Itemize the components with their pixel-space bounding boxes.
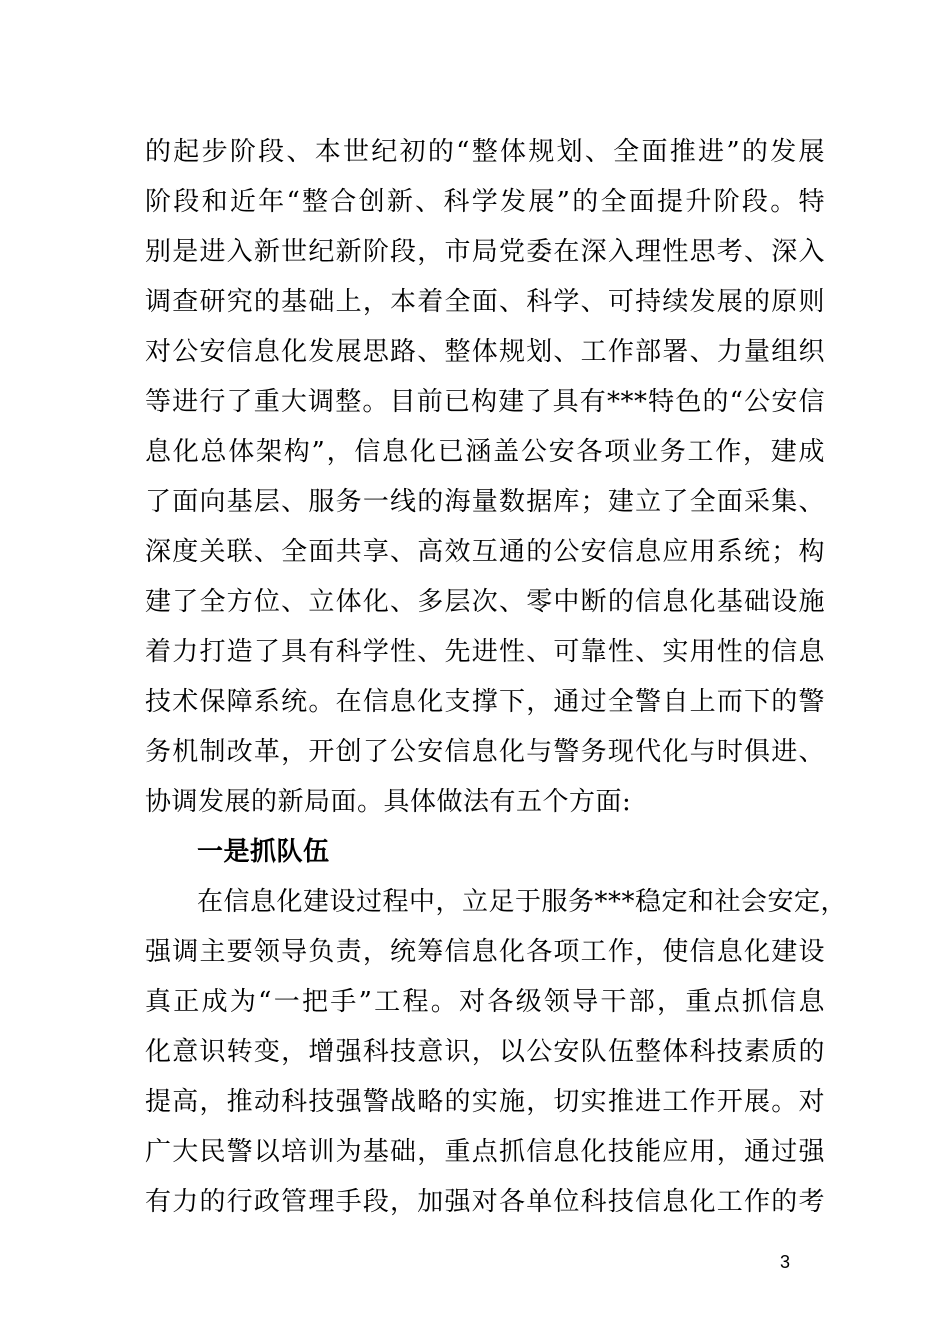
text-line: 务机制改革，开创了公安信息化与警务现代化与时俱进、 bbox=[145, 737, 825, 767]
text-line: 广大民警以培训为基础，重点抓信息化技能应用，通过强 bbox=[145, 1137, 825, 1167]
text-line: 协调发展的新局面。具体做法有五个方面: bbox=[145, 787, 632, 817]
page-number: 3 bbox=[779, 1252, 790, 1272]
text-line: 调查研究的基础上，本着全面、科学、可持续发展的原则 bbox=[145, 287, 825, 317]
text-line: 深度关联、全面共享、高效互通的公安信息应用系统；构 bbox=[145, 537, 825, 567]
text-line: 提高，推动科技强警战略的实施，切实推进工作开展。对 bbox=[145, 1087, 825, 1117]
text-line: 强调主要领导负责，统筹信息化各项工作，使信息化建设 bbox=[145, 937, 825, 967]
body-text bbox=[145, 127, 848, 1227]
section-heading: 一是抓队伍 bbox=[197, 837, 330, 867]
text-line: 有力的行政管理手段，加强对各单位科技信息化工作的考 bbox=[145, 1187, 825, 1217]
text-line: 对公安信息化发展思路、整体规划、工作部署、力量组织 bbox=[145, 337, 825, 367]
text-line: 息化总体架构”，信息化已涵盖公安各项业务工作，建成 bbox=[145, 437, 825, 467]
text-line: 的起步阶段、本世纪初的“整体规划、全面推进”的发展 bbox=[145, 137, 825, 167]
text-line: 阶段和近年“整合创新、科学发展”的全面提升阶段。特 bbox=[145, 187, 825, 217]
text-line: 着力打造了具有科学性、先进性、可靠性、实用性的信息 bbox=[145, 637, 825, 667]
text-line: 在信息化建设过程中，立足于服务***稳定和社会安定， bbox=[197, 887, 848, 917]
text-line: 建了全方位、立体化、多层次、零中断的信息化基础设施 bbox=[145, 587, 825, 617]
text-line: 了面向基层、服务一线的海量数据库；建立了全面采集、 bbox=[145, 487, 825, 517]
text-line: 等进行了重大调整。目前已构建了具有***特色的“公安信 bbox=[145, 387, 825, 417]
text-line: 别是进入新世纪新阶段，市局党委在深入理性思考、深入 bbox=[145, 237, 825, 267]
text-line: 技术保障系统。在信息化支撑下，通过全警自上而下的警 bbox=[145, 687, 825, 717]
text-line: 化意识转变，增强科技意识，以公安队伍整体科技素质的 bbox=[145, 1037, 825, 1067]
text-line: 真正成为“一把手”工程。对各级领导干部，重点抓信息 bbox=[145, 987, 825, 1017]
